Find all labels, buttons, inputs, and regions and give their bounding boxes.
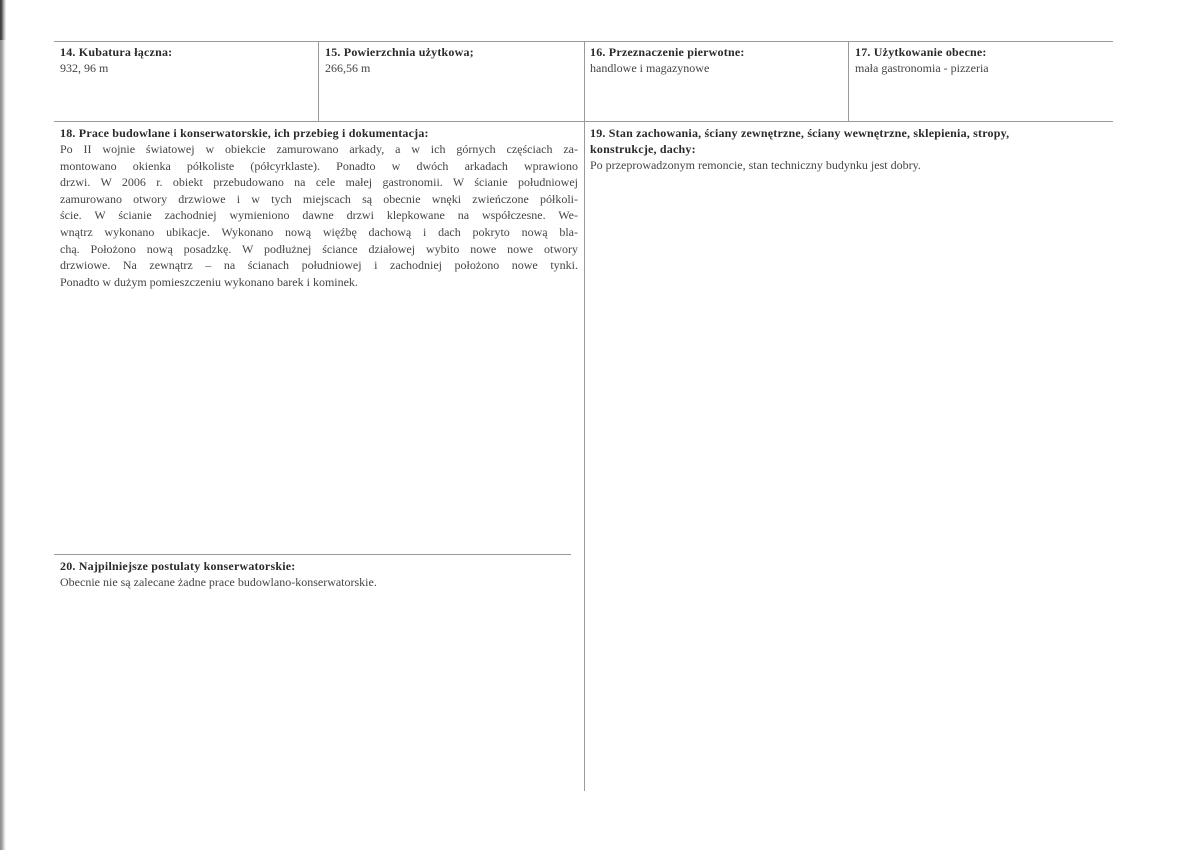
field-18-line: wnątrz wykonano ubikacje. Wykonano nową więźbę dachową i dach pokryto nową bla- xyxy=(60,224,578,239)
field-14-label: 14. Kubatura łączna: xyxy=(60,45,173,59)
field-18-label: 18. Prace budowlane i konserwatorskie, ich przebieg i dokumentacja: xyxy=(60,126,429,140)
field-16-value: handlowe i magazynowe xyxy=(590,61,710,75)
scan-edge-shadow xyxy=(0,0,6,850)
field-15-value: 266,56 m xyxy=(325,61,371,75)
field-18-line: drzwi. W 2006 r. obiekt przebudowano na cele małej gastronomii. W ścianie południowej xyxy=(60,175,578,190)
col-divider-2 xyxy=(584,41,585,791)
field-18-line: zamurowano otwory drzwiowe i w tych miejscach są obecnie wnęki zwieńczone półkoli- xyxy=(60,191,578,206)
field-20-label: 20. Najpilniejsze postulaty konserwatorskie: xyxy=(60,559,296,573)
field-18-text xyxy=(60,141,578,290)
field-20-value: Obecnie nie są zalecane żadne prace budowlano-konserwatorskie. xyxy=(60,575,377,589)
field-16-label: 16. Przeznaczenie pierwotne: xyxy=(590,45,745,59)
col-divider-3 xyxy=(848,41,849,121)
field-17-label: 17. Użytkowanie obecne: xyxy=(855,45,987,59)
field-18-line: Ponadto w dużym pomieszczeniu wykonano barek i kominek. xyxy=(60,274,358,289)
field-18-line: ście. W ścianie zachodniej wymieniono dawne drzwi klepkowane na współczesne. We- xyxy=(60,208,578,223)
field-14-value: 932, 96 m xyxy=(60,61,109,75)
section20-top-border xyxy=(54,554,571,555)
field-18-line: Po II wojnie światowej w obiekcie zamurowano arkady, a w ich górnych częściach za- xyxy=(60,142,578,156)
col-divider-1 xyxy=(318,41,319,121)
field-18-line: montowano okienka półkoliste (półcyrklaste). Ponadto w dwóch arkadach wprawiono xyxy=(60,158,578,173)
field-18-line: chą. Położono nową posadzkę. W podłużnej ściance działowej wybito nowe nowe otwory xyxy=(60,241,578,256)
field-19-label-line1: 19. Stan zachowania, ściany zewnętrzne, ściany wewnętrzne, sklepienia, stropy, xyxy=(590,126,1010,140)
field-15-label: 15. Powierzchnia użytkowa; xyxy=(325,45,474,59)
field-19-value: Po przeprowadzonym remoncie, stan techniczny budynku jest dobry. xyxy=(590,158,921,172)
field-17-value: mała gastronomia - pizzeria xyxy=(855,61,989,75)
field-19-label-line2: konstrukcje, dachy: xyxy=(590,142,696,156)
scan-edge-mark xyxy=(0,0,6,40)
field-18-line: drzwiowe. Na zewnątrz – na ścianach południowej i zachodniej położono nowe tynki. xyxy=(60,258,578,273)
